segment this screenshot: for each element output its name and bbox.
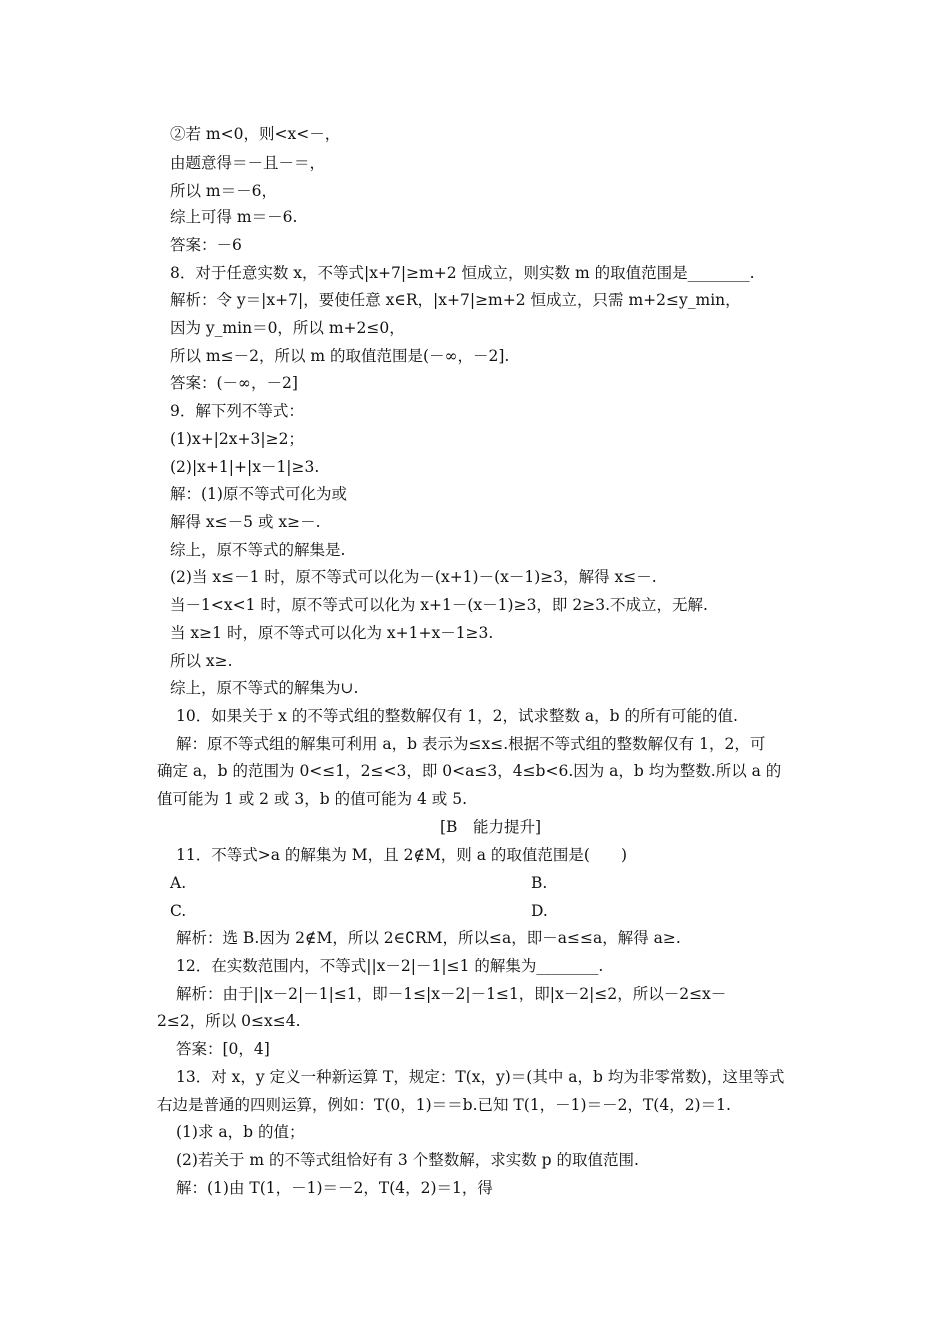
text-line: 综上，原不等式的解集是. [170,541,346,559]
text-line: 解析：由于||x－2|－1|≤1，即－1≤|x－2|－1≤1，即|x－2|≤2，所以－2≤x－ [176,985,727,1003]
text-line: (1)求 a，b 的值； [176,1123,305,1141]
question-12: 12．在实数范围内，不等式||x－2|－1|≤1 的解集为________. [176,957,604,975]
text-line: 解析：令 y＝|x+7|，要使任意 x∈R，|x+7|≥m+2 恒成立，只需 m+2≤y_min， [170,291,741,309]
text-line: 所以 x≥. [170,652,233,670]
text-line: 因为 y_min＝0，所以 m+2≤0， [170,319,405,337]
text-line: ②若 m<0，则<x<－， [170,125,341,143]
question-8: 8．对于任意实数 x，不等式|x+7|≥m+2 恒成立，则实数 m 的取值范围是________. [170,264,755,282]
text-line: 所以 m≤－2，所以 m 的取值范围是(－∞，－2]. [170,347,510,365]
option-a: A. [170,874,187,892]
text-line: 当－1<x<1 时，原不等式可以化为 x+1－(x－1)≥3，即 2≥3.不成立，无解. [170,596,708,614]
text-line: 值可能为 1 或 2 或 3，b 的值可能为 4 或 5. [157,790,468,808]
text-line: (2)当 x≤－1 时，原不等式可以化为－(x+1)－(x－1)≥3，解得 x≤－. [170,568,657,586]
text-line: 所以 m＝－6， [170,182,277,200]
option-b: B. [531,874,548,892]
text-line: 确定 a，b 的范围为 0<≤1，2≤<3，即 0<a≤3，4≤b<6.因为 a，b 均为整数.所以 a 的 [157,762,782,780]
text-line: 解得 x≤－5 或 x≥－. [170,513,321,531]
text-line: 综上可得 m＝－6. [170,208,298,226]
text-line: 解析：选 B.因为 2∉M，所以 2∈∁RM，所以≤a，即－a≤≤a，解得 a≥. [176,929,681,947]
option-d: D. [531,902,548,920]
text-line: 右边是普通的四则运算，例如：T(0，1)＝＝b.已知 T(1，－1)＝－2，T(4，2)＝1. [157,1096,731,1114]
text-line: (1)x+|2x+3|≥2； [170,430,304,448]
answer-line: 答案：－6 [170,236,242,254]
question-10: 10．如果关于 x 的不等式组的整数解仅有 1，2，试求整数 a，b 的所有可能的值. [176,707,738,725]
answer-line: 答案：(－∞，－2] [170,374,298,392]
question-11: 11．不等式>a 的解集为 M，且 2∉M，则 a 的取值范围是( ) [176,846,628,864]
text-line: 解：原不等式组的解集可利用 a，b 表示为≤x≤.根据不等式组的整数解仅有 1，2，可 [176,735,766,753]
answer-line: 答案：[0，4] [176,1040,270,1058]
text-line: 解：(1)原不等式可化为或 [170,485,347,503]
text-line: 当 x≥1 时，原不等式可以化为 x+1+x－1≥3. [170,624,494,642]
text-line: 综上，原不等式的解集为∪. [170,679,359,697]
question-13: 13．对 x，y 定义一种新运算 T，规定：T(x，y)＝(其中 a，b 均为非零常数)，这里等式 [176,1068,785,1086]
text-line: 2≤2，所以 0≤x≤4. [157,1012,301,1030]
option-c: C. [170,902,187,920]
section-heading: [B 能力提升] [440,818,541,836]
text-line: (2)若关于 m 的不等式组恰好有 3 个整数解，求实数 p 的取值范围. [176,1151,639,1169]
text-line: 由题意得＝－且－＝， [170,154,326,172]
text-line: (2)|x+1|+|x－1|≥3. [170,458,320,476]
text-line: 解：(1)由 T(1，－1)＝－2，T(4，2)＝1，得 [176,1179,493,1197]
question-9: 9．解下列不等式： [170,402,304,420]
